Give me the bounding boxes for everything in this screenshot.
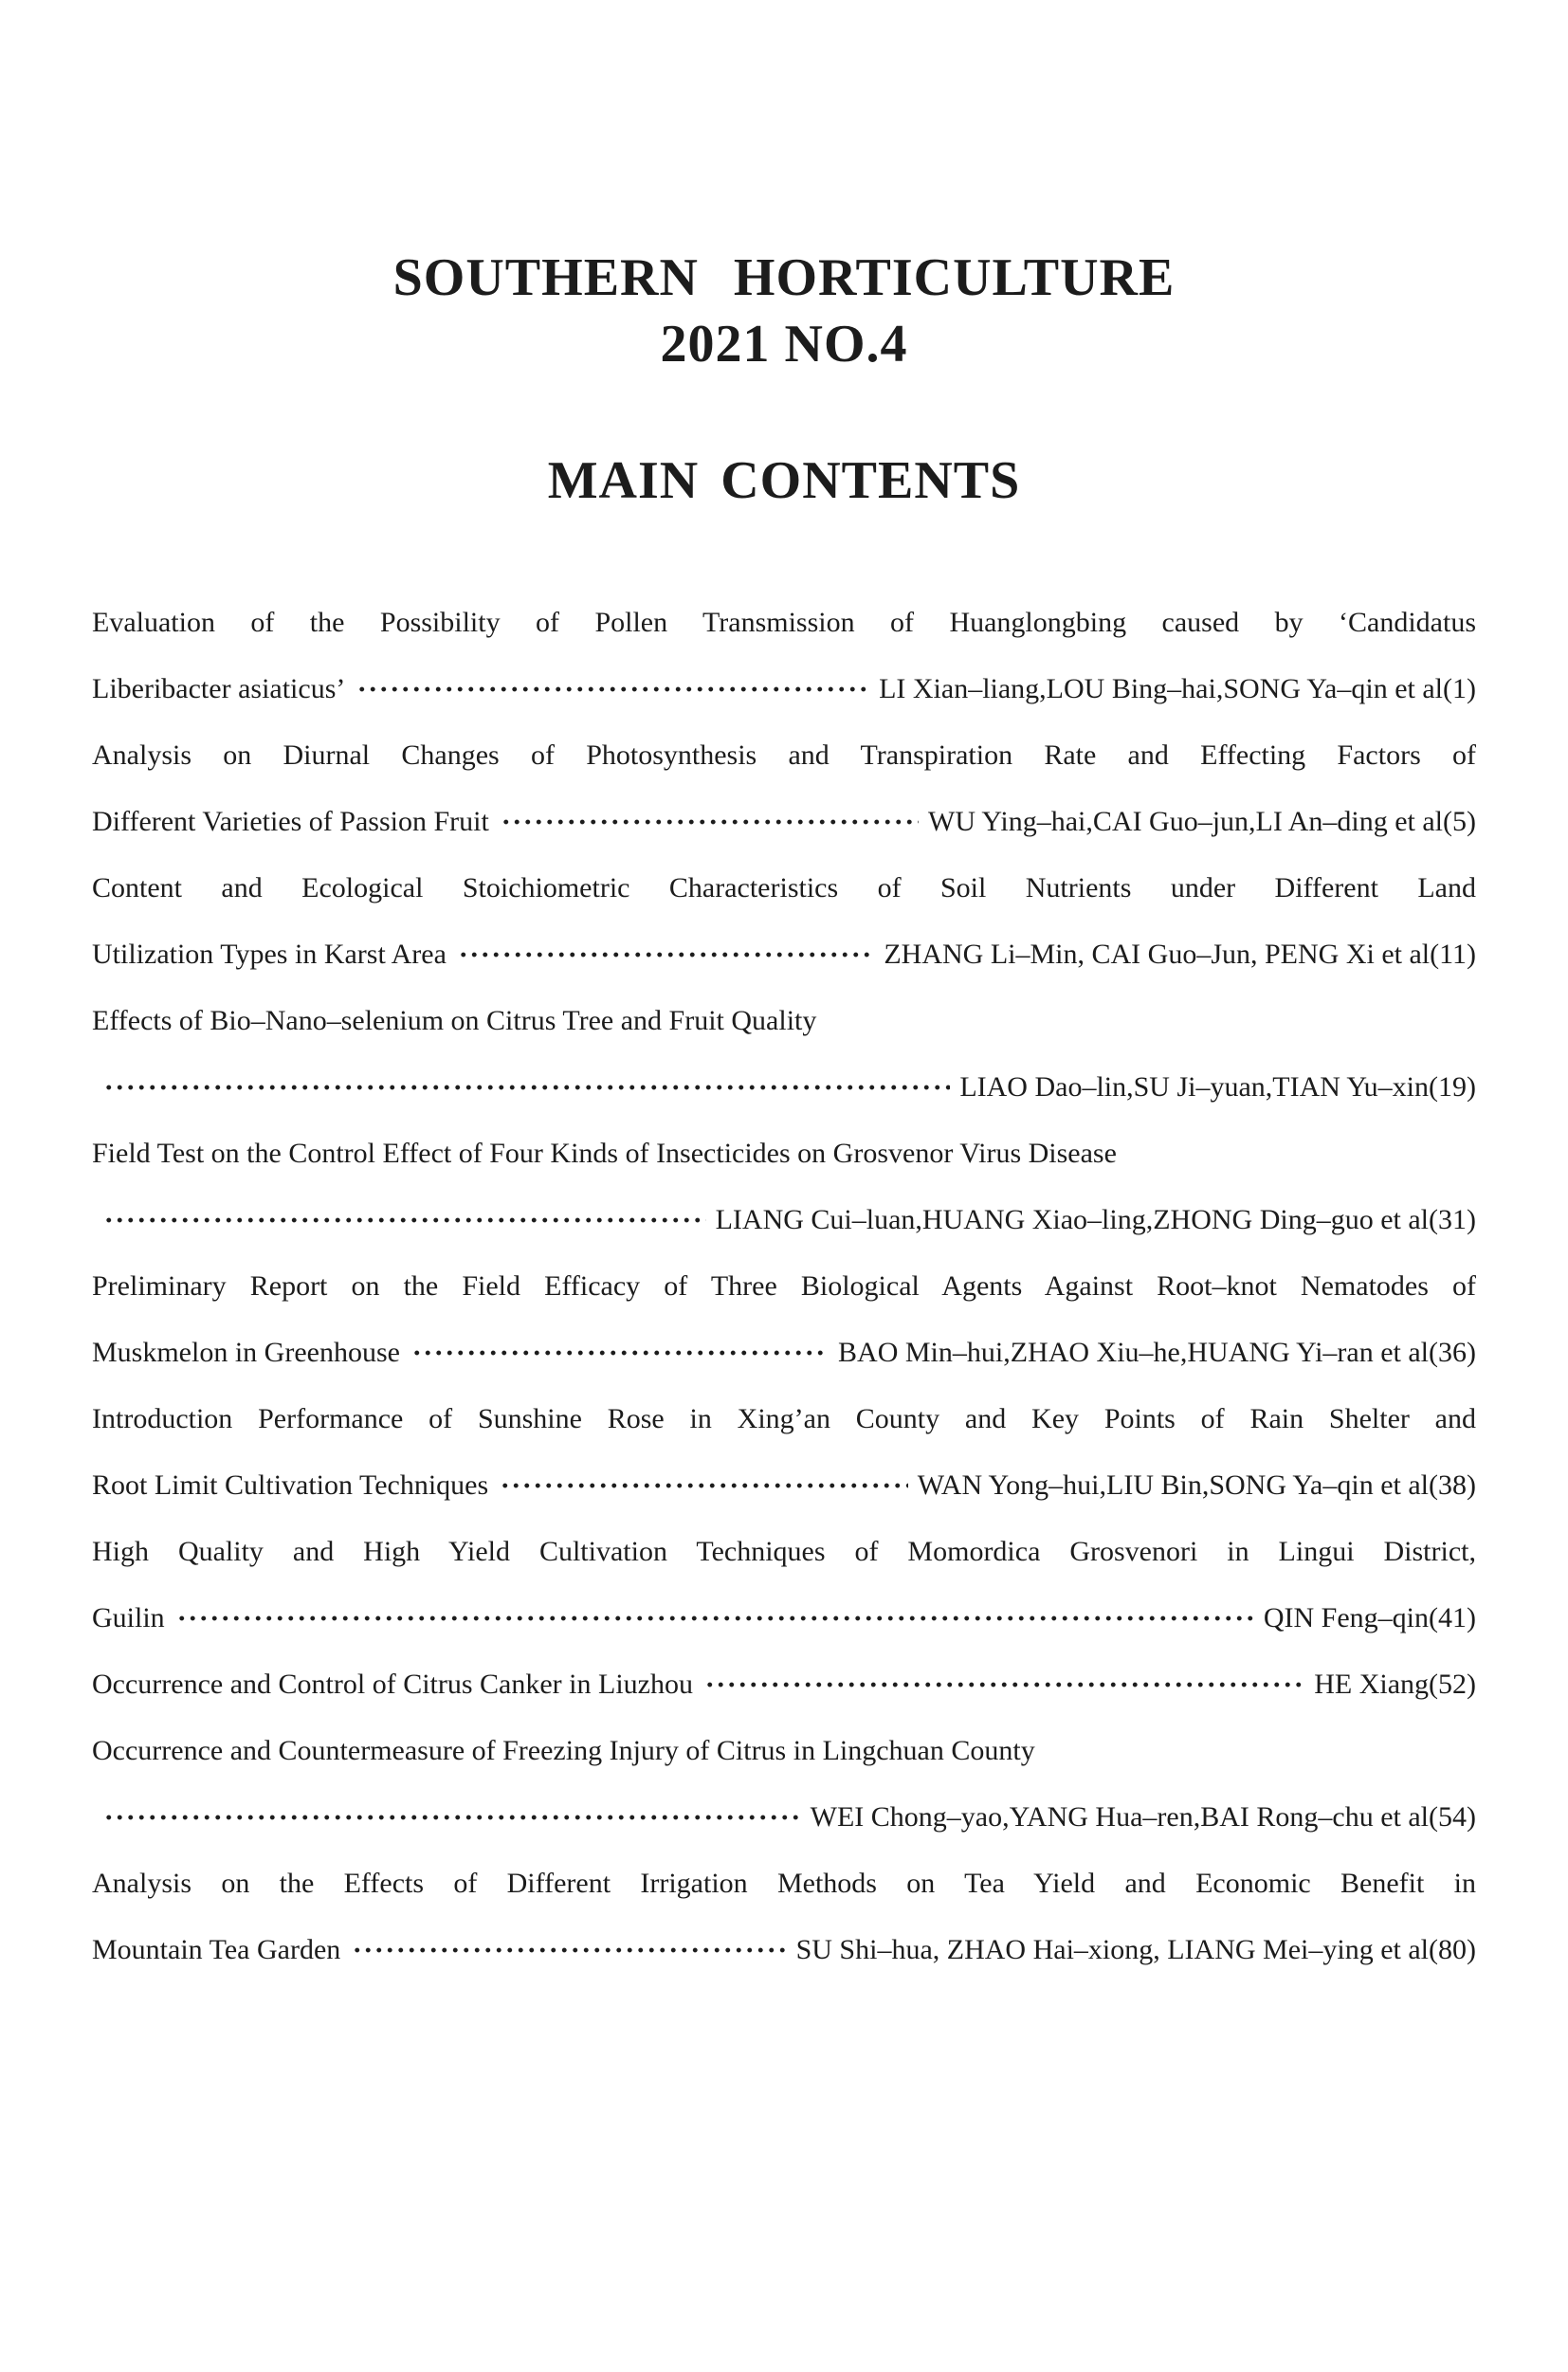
toc-title-text: Mountain Tea Garden	[92, 1934, 341, 1965]
toc-title-line: Effects of Bio–Nano–selenium on Citrus Tree and Fruit Quality	[92, 1005, 817, 1036]
toc-authors: WEI Chong–yao,YANG Hua–ren,BAI Rong–chu et al(54)	[810, 1801, 1476, 1833]
contents-page	[0, 245, 1568, 1983]
journal-title: SOUTHERN HORTICULTURE	[392, 248, 1176, 307]
toc-authors: LIANG Cui–luan,HUANG Xiao–ling,ZHONG Ding–guo et al(31)	[715, 1204, 1476, 1235]
toc-title-text: Different Varieties of Passion Fruit	[92, 806, 489, 837]
toc-title-text: Liberibacter asiaticus’	[92, 673, 346, 704]
masthead	[92, 245, 1476, 377]
toc-leader-line	[92, 1054, 1476, 1121]
toc-title-text: Root Limit Cultivation Techniques	[92, 1469, 489, 1501]
toc-leader-line	[92, 921, 1476, 988]
toc-leader-line	[92, 656, 1476, 722]
toc-authors: WAN Yong–hui,LIU Bin,SONG Ya–qin et al(38)	[917, 1469, 1476, 1501]
dot-leader	[356, 656, 869, 722]
toc-title-text: Occurrence and Control of Citrus Canker in Liuzhou	[92, 1669, 693, 1700]
toc-leader-line	[92, 1651, 1476, 1718]
toc-leader-line	[92, 1452, 1476, 1519]
toc-entry	[92, 1519, 1476, 1651]
contents-heading: MAIN CONTENTS	[547, 451, 1021, 510]
toc-title-line: High Quality and High Yield Cultivation Techniques of Momordica Grosvenori in Lingui District,	[92, 1536, 1476, 1567]
toc-entry	[92, 1253, 1476, 1386]
toc-entry	[92, 1121, 1476, 1253]
toc-entry	[92, 722, 1476, 855]
journal-issue: 2021 NO.4	[660, 315, 908, 374]
toc-title-line: Content and Ecological Stoichiometric Characteristics of Soil Nutrients under Different Land	[92, 872, 1476, 903]
dot-leader	[411, 1320, 829, 1386]
toc-authors: BAO Min–hui,ZHAO Xiu–he,HUANG Yi–ran et al(36)	[838, 1337, 1476, 1368]
toc-title-line: Analysis on Diurnal Changes of Photosynthesis and Transpiration Rate and Effecting Factors of	[92, 739, 1476, 771]
toc-title-line: Occurrence and Countermeasure of Freezing Injury of Citrus in Lingchuan County	[92, 1735, 1035, 1766]
dot-leader	[103, 1187, 706, 1253]
toc-title-text: Guilin	[92, 1602, 165, 1633]
toc-entry	[92, 590, 1476, 722]
toc-leader-line	[92, 1917, 1476, 1983]
dot-leader	[458, 921, 874, 988]
toc-title-line: Field Test on the Control Effect of Four Kinds of Insecticides on Grosvenor Virus Disease	[92, 1138, 1117, 1169]
dot-leader	[176, 1585, 1254, 1651]
toc-entry	[92, 855, 1476, 988]
toc-title-text: Utilization Types in Karst Area	[92, 939, 447, 970]
toc-entry	[92, 1386, 1476, 1519]
toc-leader-line	[92, 1187, 1476, 1253]
toc-leader-line	[92, 1585, 1476, 1651]
dot-leader	[704, 1651, 1304, 1718]
dot-leader	[501, 789, 919, 855]
toc-leader-line	[92, 789, 1476, 855]
toc-title-text: Muskmelon in Greenhouse	[92, 1337, 400, 1368]
dot-leader	[103, 1054, 950, 1121]
toc-entry	[92, 1718, 1476, 1851]
toc-list	[92, 590, 1476, 1983]
toc-entry	[92, 1851, 1476, 1983]
dot-leader	[103, 1784, 801, 1851]
toc-authors: LIAO Dao–lin,SU Ji–yuan,TIAN Yu–xin(19)	[959, 1071, 1476, 1103]
toc-entry	[92, 1651, 1476, 1718]
toc-authors: SU Shi–hua, ZHAO Hai–xiong, LIANG Mei–ying et al(80)	[795, 1934, 1476, 1965]
toc-title-line: Analysis on the Effects of Different Irrigation Methods on Tea Yield and Economic Benefit in	[92, 1868, 1476, 1899]
toc-authors: WU Ying–hai,CAI Guo–jun,LI An–ding et al(5)	[928, 806, 1476, 837]
toc-authors: ZHANG Li–Min, CAI Guo–Jun, PENG Xi et al(11)	[884, 939, 1476, 970]
toc-authors: LI Xian–liang,LOU Bing–hai,SONG Ya–qin et al(1)	[879, 673, 1476, 704]
toc-leader-line	[92, 1784, 1476, 1851]
toc-leader-line	[92, 1320, 1476, 1386]
toc-title-line: Introduction Performance of Sunshine Rose in Xing’an County and Key Points of Rain Shelter and	[92, 1403, 1476, 1434]
dot-leader	[500, 1452, 908, 1519]
toc-authors: QIN Feng–qin(41)	[1263, 1602, 1476, 1633]
toc-entry	[92, 988, 1476, 1121]
dot-leader	[352, 1917, 786, 1983]
toc-title-line: Evaluation of the Possibility of Pollen Transmission of Huanglongbing caused by ‘Candidatus	[92, 607, 1476, 638]
toc-title-line: Preliminary Report on the Field Efficacy of Three Biological Agents Against Root–knot Nematodes of	[92, 1270, 1476, 1302]
toc-authors: HE Xiang(52)	[1314, 1669, 1476, 1700]
